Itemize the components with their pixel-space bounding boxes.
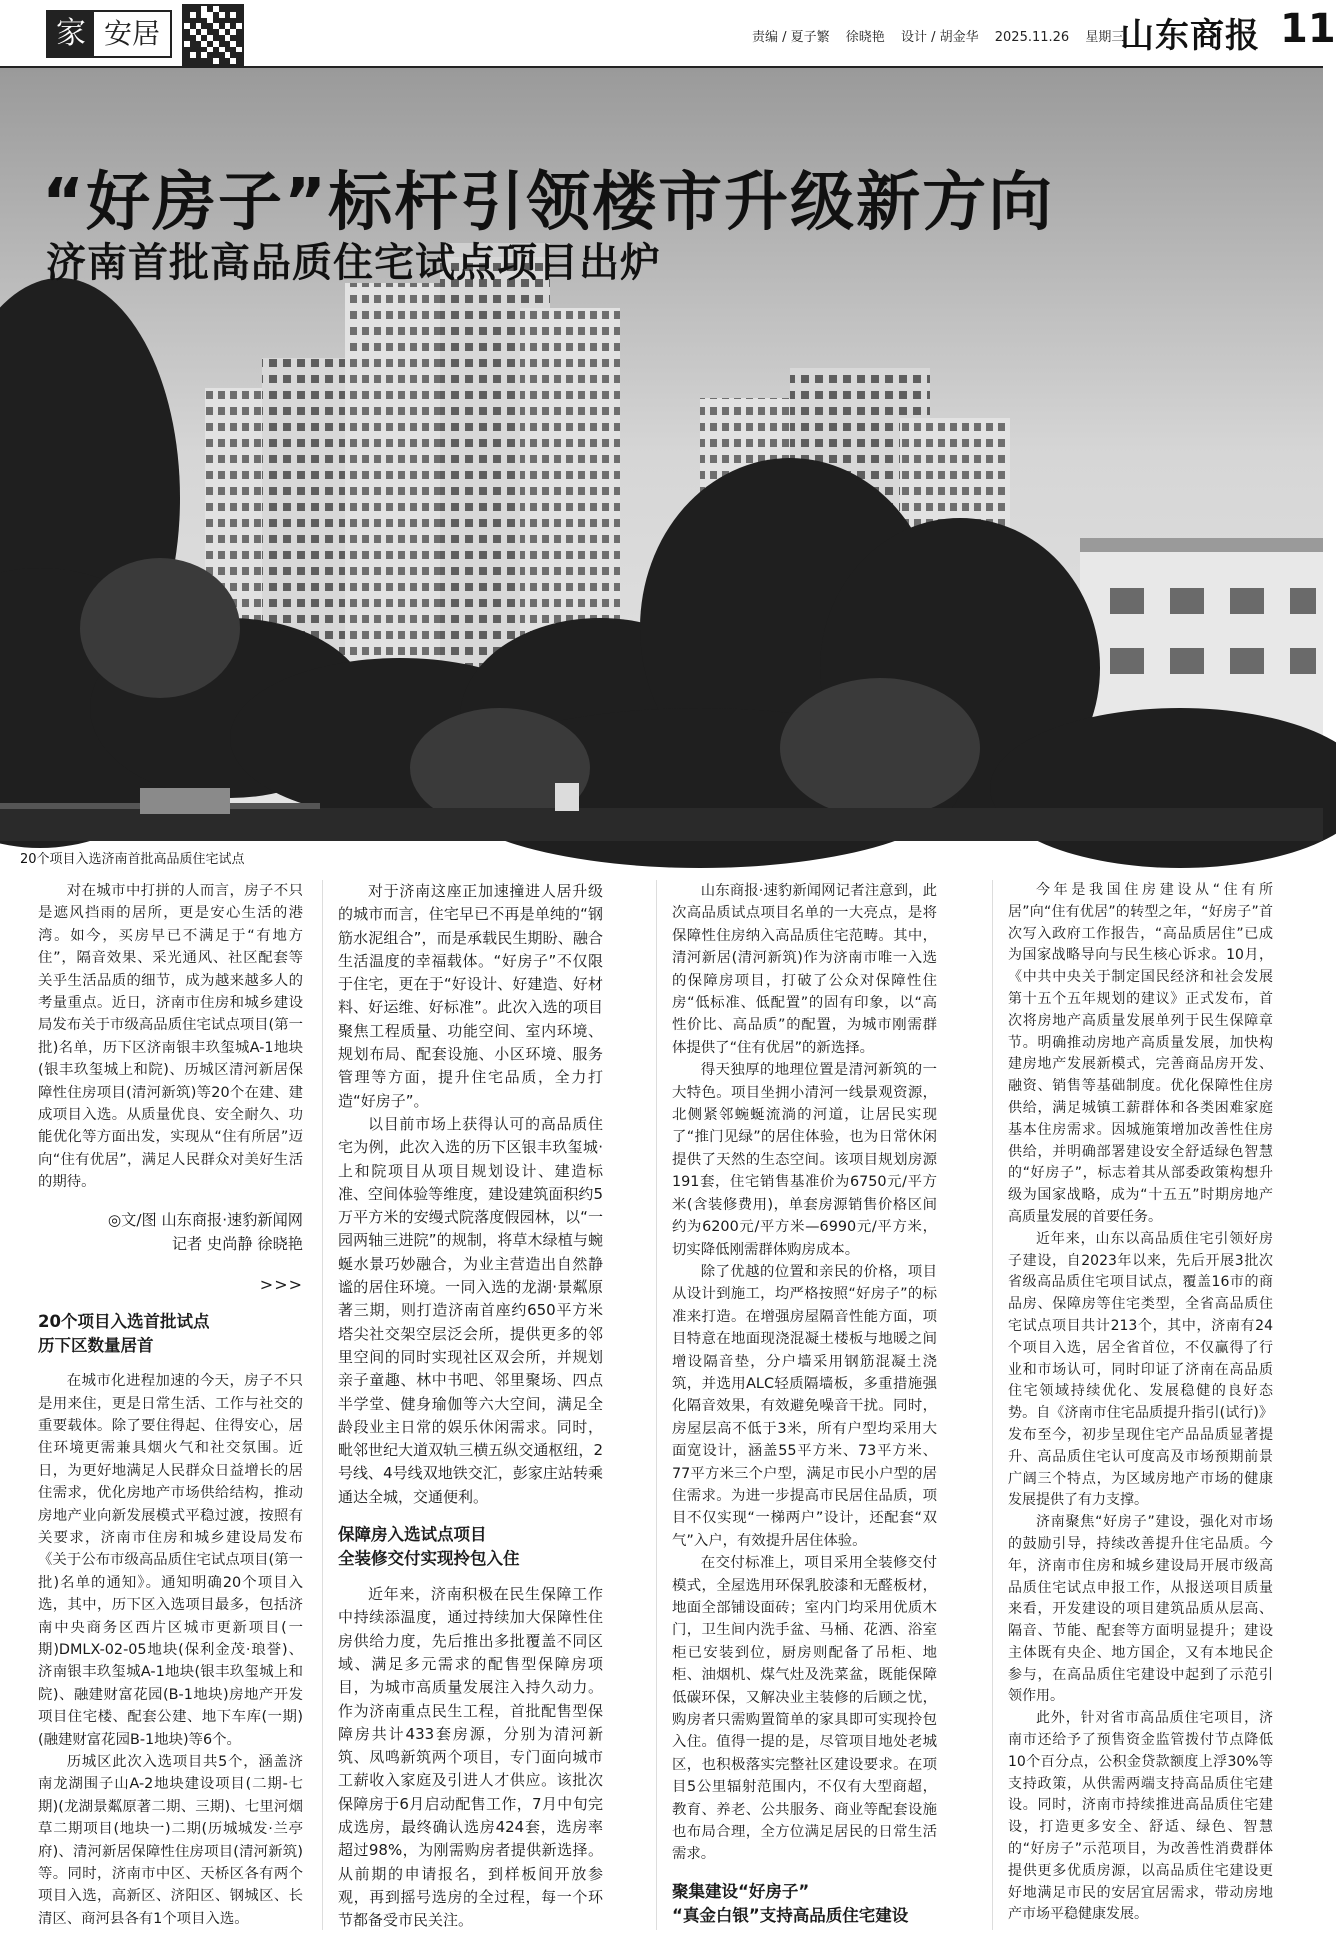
section-heading-3-line-2: “真金白银”支持高品质住宅建设 [672,1905,909,1925]
byline [38,1208,303,1256]
page-number: 11 [1280,6,1336,52]
section-heading-3-line-1: 聚集建设“好房子” [672,1881,810,1901]
subheadline: 济南首批高品质住宅试点项目出炉 [46,240,661,287]
section-heading-1-line-1: 20个项目入选首批试点 [38,1312,210,1332]
headline: “好房子”标杆引领楼市升级新方向 [42,165,1055,240]
section-heading-3 [672,1880,937,1928]
hero-photo [0,68,1323,841]
issue-date: 2025.11.26 [994,30,1070,45]
section-heading-1 [38,1310,303,1358]
section-heading-1-line-2: 历下区数量居首 [38,1336,154,1356]
section-main-label: 家 [48,12,94,56]
body-paragraph: 以目前市场上获得认可的高品质住宅为例，此次入选的历下区银丰玖玺城·上和院项目从项目规划设计、建造标准、空间体验等维度，建设建筑面积约5万平方米的安缦式院落度假园林，以“一园两轴三进院”的规制，将草木绿植与蜿蜒水景巧妙融合，为业主营造出自然静谧的居住环境。一同入选的龙湖·景粼原著三期，则打造济南首座约650平方米塔尖社交架空层泛会所，提供更多的邻里空间的同时实现社区双会所，并规划亲子童趣、林中书吧、邻里聚场、四点半学堂、健身瑜伽等六大空间，满足全龄段业主日常的娱乐休闲需求。同时，毗邻世纪大道双轨三横五纵交通枢纽，2号线、4号线双地铁交汇，彭家庄站转乘通达全城，交通便利。 [338,1114,603,1506]
issue-meta [752,26,1136,45]
body-paragraph: 此外，针对省市高品质住宅项目，济南市还给予了预售资金监管拨付节点降低10个百分点，公积金贷款额度上浮30%等支持政策，从供需两端支持高品质住宅建设。同时，济南市持续推进高品质住宅建设，打造更多安全、舒适、绿色、智慧的“好房子”示范项目，为改善性消费群体提供更多优质房源，以高品质住宅建设更好地满足市民的安居宜居需求，带动房地产市场平稳健康发展。 [1008,1710,1273,1923]
body-paragraph: 近年来，济南积极在民生保障工作中持续添温度，通过持续加大保障性住房供给力度，先后推出多批覆盖不同区域、满足多元需求的配售型保障房项目，为城市高质量发展注入持久动力。作为济南重点民生工程，首批配售型保障房共计433套房源，分别为清河新筑、凤鸣新筑两个项目，专门面向城市工薪收入家庭及引进人才供应。该批次保障房于6月启动配售工作，7月中旬完成选房，最终确认选房424套，选房率超过98%，为刚需购房者提供新选择。从前期的申请报名，到样板间开放参观，再到摇号选房的全过程，每一个环节都备受市民关注。 [338,1585,603,1930]
masthead [0,0,1336,68]
paper-name: 山东商报 [1120,16,1260,56]
body-paragraph: 山东商报·速豹新闻网记者注意到，此次高品质试点项目名单的一大亮点，是将保障性住房纳入高品质住宅范畴。其中，清河新居(清河新筑)作为济南市唯一入选的保障房项目，打破了公众对保障性住房“低标准、低配置”的固有印象，以“高性价比、高品质”的配置，为城市刚需群体提供了“住有优居”的新选择。 [672,883,937,1056]
design-credit: 设计 / 胡金华 [900,30,979,45]
body-paragraph: 在交付标准上，项目采用全装修交付模式，全屋选用环保乳胶漆和无醛板材，地面全部铺设面砖；室内门均采用优质木门，卫生间内洗手盆、马桶、花洒、浴室柜已安装到位，厨房则配备了吊柜、地柜、油烟机、煤气灶及洗菜盆，既能保障低碳环保，又解决业主装修的后顾之忧，购房者只需购置简单的家具即可实现拎包入住。值得一提的是，尽管项目地处老城区，也积极落实完整社区建设要求。在项目5公里辐射范围内，不仅有大型商超，教育、养老、公共服务、商业等配套设施也布局合理，全方位满足居民的日常生活需求。 [672,1555,937,1863]
qr-code-icon [182,4,244,66]
byline-reporters: 记者 史尚静 徐晓艳 [171,1234,303,1253]
proof-credit: 徐晓艳 [845,30,885,45]
section-heading-2 [338,1523,603,1571]
column-1 [38,880,303,1930]
column-divider [656,880,657,1930]
column-4 [1008,880,1273,1926]
issue-weekday: 星期三 [1085,30,1125,45]
section-heading-2-line-1: 保障房入选试点项目 [338,1525,487,1545]
byline-outlet: ◎文/图 山东商报·速豹新闻网 [107,1210,303,1229]
section-sub-label: 安居 [104,17,161,50]
body-paragraph: 历城区此次入选项目共5个，涵盖济南龙湖围子山A-2地块建设项目(二期-七期)(龙湖景粼原著二期、三期)、七里河烟草二期项目(地块一)二期(历城城发·兰亭府)、清河新居保障性住房项目(清河新筑)等。同时，济南市中区、天桥区各有两个项目入选，高新区、济阳区、钢城区、长清区、商河县各有1个项目入选。 [38,1754,303,1927]
body-paragraph: 得天独厚的地理位置是清河新筑的一大特色。项目坐拥小清河一线景观资源，北侧紧邻蜿蜒流淌的河道，让居民实现了“推门见绿”的居住体验，也为日常休闲提供了天然的生态空间。该项目规划房源191套，住宅销售基准价为6750元/平方米(含装修费用)，单套房源销售价格区间约为6200元/平方米—6990元/平方米，切实降低刚需群体购房成本。 [672,1062,937,1258]
body-paragraph: 今年是我国住房建设从“住有所居”向“住有优居”的转型之年，“好房子”首次写入政府工作报告，“高品质居住”已成为国家战略导向与民生核心诉求。10月，《中共中央关于制定国民经济和社会发展第十五个五年规划的建议》正式发布，首次将房地产高质量发展单列于民生保障章节。明确推动房地产高质量发展，加快构建房地产发展新模式，完善商品房开发、融资、销售等基础制度。优化保障性住房供给，满足城镇工薪群体和各类困难家庭基本住房需求。因城施策增加改善性住房供给，并明确部署建设安全舒适绿色智慧的“好房子”，标志着其从部委政策构想升级为国家战略，成为“十五五”时期房地产高质量发展的首要任务。 [1008,882,1273,1225]
body-paragraph: 近年来，山东以高品质住宅引领好房子建设，自2023年以来，先后开展3批次省级高品质住宅项目试点，覆盖16市的商品房、保障房等住宅类型，全省高品质住宅试点项目共计213个，其中，济南有24个项目入选，居全省首位，不仅赢得了行业和市场认可，同时印证了济南在高品质住宅领域持续优化、发展稳健的良好态势。自《济南市住宅品质提升指引(试行)》发布至今，初步呈现住宅产品品质显著提升、高品质住宅认可度高及市场预期前景广阔三个特点，为区域房地产市场的健康发展提供了有力支撑。 [1008,1230,1273,1509]
body-paragraph: 对于济南这座正加速撞进人居升级的城市而言，住宅早已不再是单纯的“钢筋水泥组合”，而是承载民生期盼、融合生活温度的幸福载体。“好房子”不仅限于住宅，更在于“好设计、好建造、好材料、好运维、好标准”。此次入选的项目聚焦工程质量、功能空间、室内环境、规划布局、配套设施、小区环境、服务管理等方面，提升住宅品质，全力打造“好房子”。 [338,882,603,1110]
lead-paragraph: 对在城市中打拼的人而言，房子不只是遮风挡雨的居所，更是安心生活的港湾。如今，买房早已不满足于“有地方住”，隔音效果、采光通风、社区配套等关乎生活品质的细节，成为越来越多人的考量重点。近日，济南市住房和城乡建设局发布关于市级高品质住宅试点项目(第一批)名单，历下区济南银丰玖玺城A-1地块(银丰玖玺城上和院)、历城区清河新居保障性住房项目(清河新筑)等20个在建、建成项目入选。从质量优良、安全耐久、功能优化等方面出发，实现从“住有所居”迈向“住有优居”，满足人民群众对美好生活的期待。 [38,883,303,1191]
column-divider [992,880,993,1930]
column-3 [672,880,937,1940]
section-label [46,10,172,58]
editor-credit: 责编 / 夏子繁 [752,30,830,45]
body-paragraph: 在城市化进程加速的今天，房子不只是用来住，更是日常生活、工作与社交的重要载体。除了要住得起、住得安心，居住环境更需兼具烟火气和社交氛围。近日，为更好地满足人民群众日益增长的居住需求，优化房地产市场供给结构，推动房地产业向新发展模式平稳过渡，按照有关要求，济南市住房和城乡建设局发布《关于公布市级高品质住宅试点项目(第一批)名单的通知》。通知明确20个项目入选，其中，历下区入选项目最多，包括济南中央商务区西片区城市更新项目(一期)DMLX-02-05地块(保利金茂·琅誉)、济南银丰玖玺城A-1地块(银丰玖玺城上和院)、融建财富花园(B-1地块)房地产开发项目住宅楼、配套公建、地下车库(一期)(融建财富花园B-1地块)等6个。 [38,1373,303,1748]
photo-caption: 20个项目入选济南首批高品质住宅试点 [20,852,245,867]
body-paragraph: 除了优越的位置和亲民的价格，项目从设计到施工，均严格按照“好房子”的标准来打造。在增强房屋隔音性能方面，项目特意在地面现浇混凝土楼板与地暖之间增设隔音垫，分户墙采用钢筋混凝土浇筑，并选用ALC轻质隔墙板，多重措施强化隔音效果，有效避免噪音干扰。同时，房屋层高不低于3米，所有户型均采用大面宽设计，涵盖55平方米、73平方米、77平方米三个户型，满足市民小户型的居住需求。为进一步提高市民居住品质，项目不仅实现“一梯两户”设计，还配套“双气”入户，有效提升居住体验。 [672,1263,937,1549]
column-2 [338,880,603,1932]
more-marker: >>> [259,1274,303,1294]
body-paragraph: 济南聚焦“好房子”建设，强化对市场的鼓励引导，持续改善提升住宅品质。今年，济南市住房和城乡建设局开展市级高品质住宅试点申报工作，从报送项目质量来看，开发建设的项目建筑品质从层高、隔音、节能、配套等方面明显提升；建设主体既有央企、地方国企，又有本地民企参与，在高品质住宅建设中起到了示范引领作用。 [1008,1514,1273,1705]
column-divider [322,880,323,1930]
section-heading-2-line-2: 全装修交付实现拎包入住 [338,1549,520,1569]
